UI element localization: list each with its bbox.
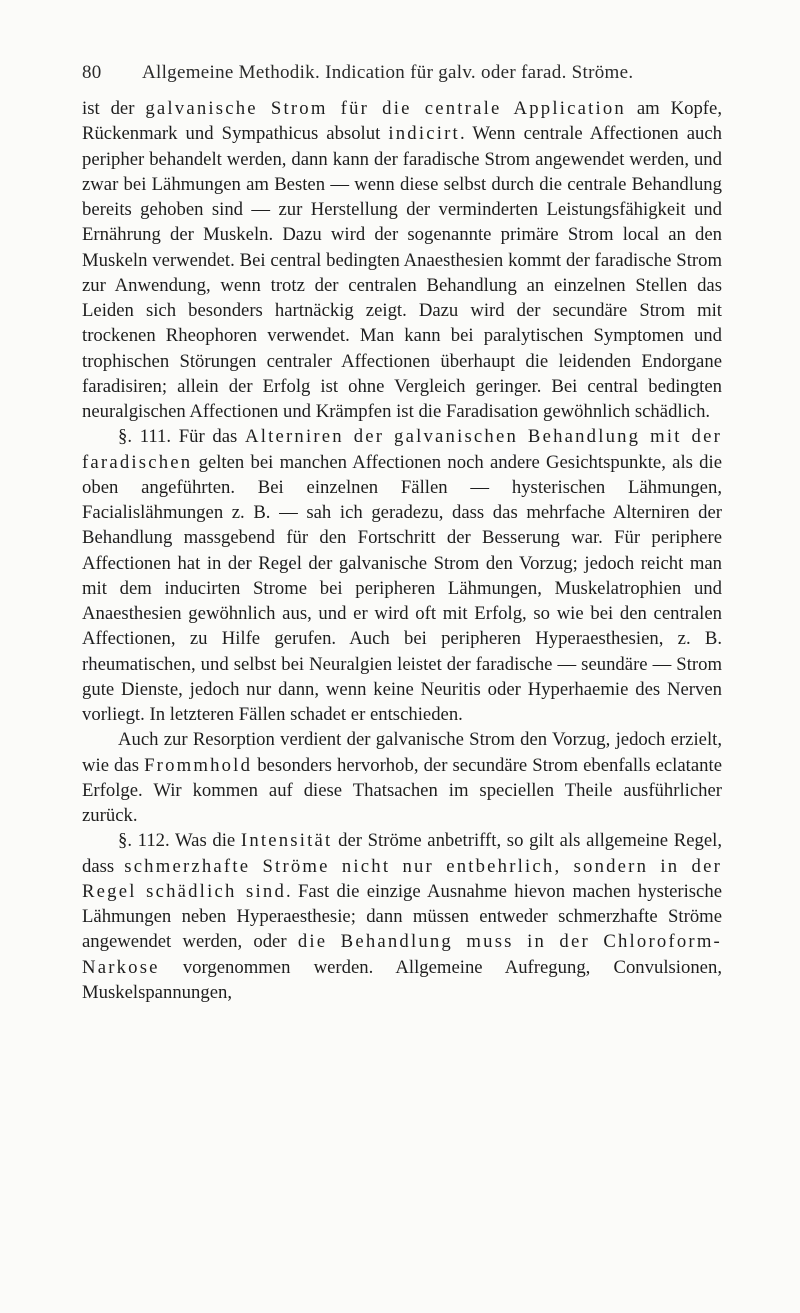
spaced-emphasis: indicirt [388,123,460,145]
spaced-emphasis: die Behandlung muss in der Chloroform-Narkose [82,931,722,978]
spaced-emphasis: Alterniren der galvanischen Behandlung mit der faradischen [82,426,722,473]
text-run: vorgenommen werden. Allgemeine Aufregung, Convulsionen, Muskelspannungen, [82,956,722,1003]
text-run: Auch zur Resorption verdient der galvanische Strom den Vorzug, jedoch erzielt, wie das [82,729,722,776]
text-run: am Kopfe, Rückenmark und Sympathicus absolut [82,98,722,145]
paragraph [82,727,722,828]
spaced-emphasis: galvanische Strom für die centrale Application [145,98,626,119]
spaced-emphasis: Frommhold [144,754,253,776]
spaced-emphasis: schmerzhafte Ströme nicht nur entbehrlich, sondern in der Regel schädlich sind [82,855,722,902]
text-run: der Ströme anbetrifft, so gilt als allgemeine Regel, dass [82,830,722,877]
body-text [82,96,722,1005]
text-run: §. 111. Für das [118,426,245,448]
running-head [82,62,722,84]
paragraph [82,96,722,424]
text-run: §. 112. Was die [118,830,241,852]
page-number: 80 [82,62,102,83]
running-title: Allgemeine Methodik. Indication für galv. oder farad. Ströme. [142,62,634,83]
text-run: gelten bei manchen Affectionen noch andere Gesichtspunkte, als die oben angeführten. Bei einzelnen Fällen — hysterischen Lähmungen, Facialislähmungen z. B. — sah ich geradezu, dass das mehrfache Alterniren der Behandlung massgebend für den Fortschritt der Besserung war. Für periphere Affectionen hat in der Regel der galvanische Strom den Vorzug; jedoch reicht man mit dem inducirten Strome bei peripheren Lähmungen, Muskelatrophien und Anaesthesien gewöhnlich aus, und er wird oft mit Erfolg, so wie bei den centralen Affectionen, zu Hilfe gerufen. Auch bei peripheren Hyperaesthesien, z. B. rheumatischen, und selbst bei Neuralgien leistet der faradische — seundäre — Strom gute Dienste, jedoch nur dann, wenn keine Neuritis oder Hyperhaemie des Nerven vorliegt. In letzteren Fällen schadet er entschieden. [82,451,722,725]
text-run: . Wenn centrale Affectionen auch peripher behandelt werden, dann kann der faradische Strom angewendet werden, und zwar bei Lähmungen am Besten — wenn diese selbst durch die centrale Behandlung bereits gehoben sind — zur Herstellung der verminderten Leistungsfähigkeit und Ernährung der Muskeln. Dazu wird der sogenannte primäre Strom local an den Muskeln verwendet. Bei central bedingten Anaesthesien kommt der faradische Strom zur Anwendung, wenn trotz der centralen Behandlung an einzelnen Stellen das Leiden sich besonders hartnäckig zeigt. Dazu wird der secundäre Strom mit trockenen Rheophoren verwendet. Man kann bei paralytischen Symptomen und trophischen Störungen centraler Affectionen überhaupt die leidenden Endorgane faradisiren; allein der Erfolg ist ohne Vergleich geringer. Bei central bedingten neuralgischen Affectionen und Krämpfen ist die Faradisation gewöhnlich schädlich. [82,123,723,422]
spaced-emphasis: Intensität [240,830,333,852]
paragraph [82,424,722,727]
text-run: . Fast die einzige Ausnahme hievon machen hysterische Lähmungen neben Hyperaesthesie; dann müssen entweder schmerzhafte Ströme angewendet werden, oder [82,880,722,953]
text-run: ist der [82,98,146,119]
paragraph [82,828,722,1005]
text-run: besonders hervorhob, der secundäre Strom ebenfalls eclatante Erfolge. Wir kommen auf diese Thatsachen im speciellen Theile ausführlicher zurück. [82,754,722,826]
